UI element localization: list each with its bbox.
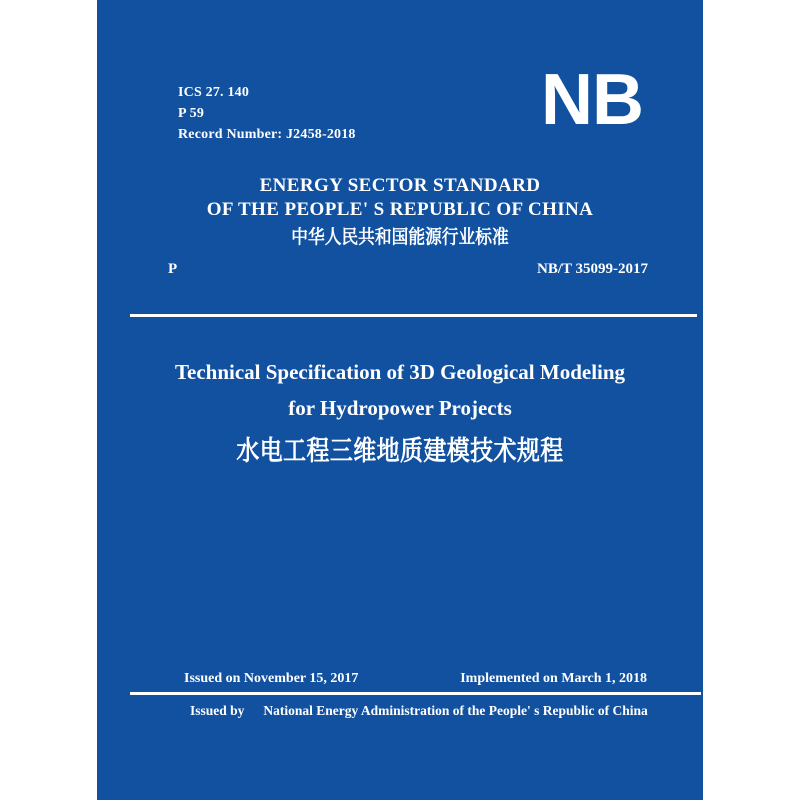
standard-code: NB/T 35099-2017 xyxy=(537,261,648,277)
record-number: Record Number: J2458-2018 xyxy=(178,127,356,142)
issued-date: Issued on November 15, 2017 xyxy=(184,671,359,686)
standard-org-header xyxy=(97,174,703,250)
divider-line-top xyxy=(130,314,697,317)
standard-org-chinese: 中华人民共和国能源行业标准 xyxy=(291,227,509,248)
issuer-row xyxy=(190,703,648,719)
p-classification: P 59 xyxy=(178,106,205,121)
standard-cover xyxy=(97,0,703,800)
divider-line-bottom xyxy=(130,692,701,695)
issued-by-label: Issued by xyxy=(190,703,245,718)
title-english-line2: for Hydropower Projects xyxy=(288,396,512,420)
issuing-authority: National Energy Administration of the People' s Republic of China xyxy=(263,703,648,718)
dates-row xyxy=(184,671,647,687)
classification-mark: P xyxy=(168,261,178,277)
title-block xyxy=(97,354,703,468)
standard-org-line1: ENERGY SECTOR STANDARD xyxy=(259,175,541,196)
standard-org-line2: OF THE PEOPLE' S REPUBLIC OF CHINA xyxy=(206,199,594,220)
title-english-line1: Technical Specification of 3D Geological Modeling xyxy=(174,360,626,384)
nb-logo: NB xyxy=(541,60,643,140)
meta-block xyxy=(178,82,356,145)
ics-code: ICS 27. 140 xyxy=(178,85,250,100)
standard-code-row xyxy=(168,261,648,278)
title-chinese: 水电工程三维地质建模技术规程 xyxy=(236,436,564,466)
implemented-date: Implemented on March 1, 2018 xyxy=(460,671,647,686)
